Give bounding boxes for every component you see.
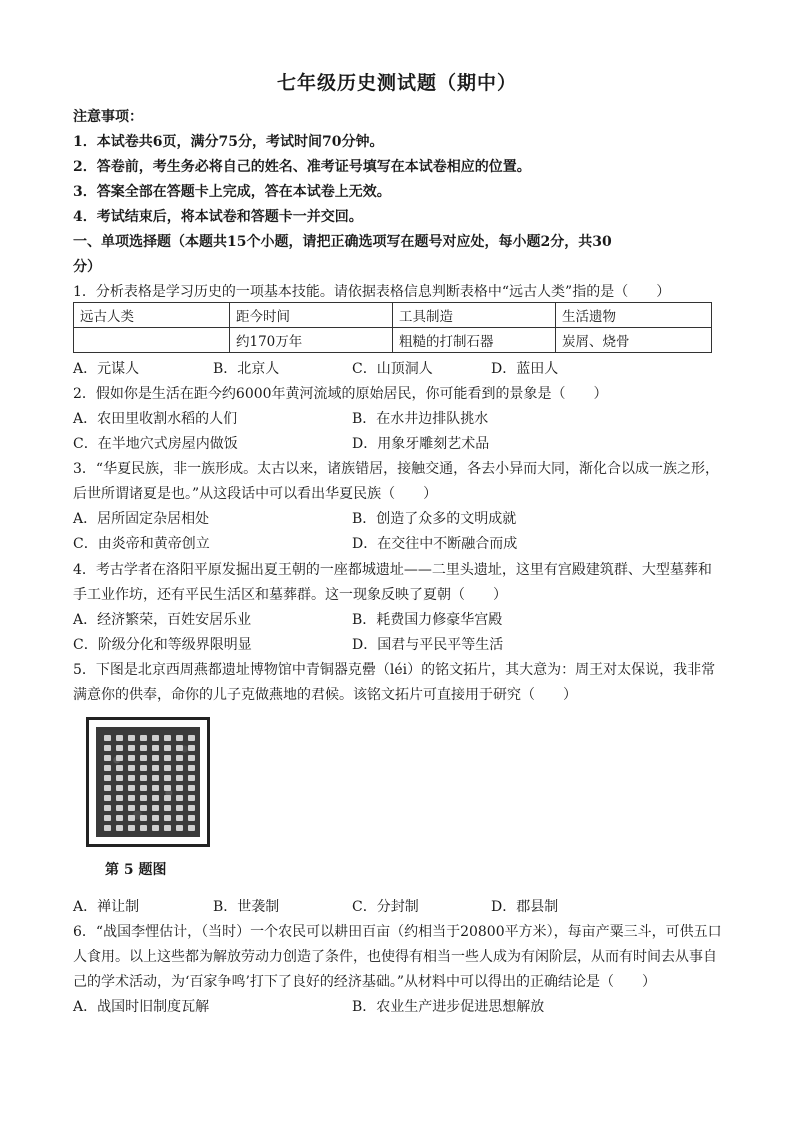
table-header-cell: 工具制造	[393, 303, 556, 328]
notice-item: 1．本试卷共6页，满分75分，考试时间70分钟。	[73, 134, 384, 150]
table-header-cell: 生活遗物	[556, 303, 712, 328]
option-a[interactable]: A．农田里收割水稻的人们	[73, 411, 238, 427]
notice-item: 3．答案全部在答题卡上完成，答在本试卷上无效。	[73, 184, 391, 200]
question-4-stem: 4．考古学者在洛阳平原发掘出夏王朝的一座都城遗址——二里头遗址，这里有宫殿建筑群、大型墓葬和	[73, 562, 712, 578]
option-a[interactable]: A．经济繁荣，百姓安居乐业	[73, 612, 252, 628]
question-1-stem: 1．分析表格是学习历史的一项基本技能。请依据表格信息判断表格中“远古人类”指的是（ ）	[73, 284, 671, 300]
option-b[interactable]: B．农业生产进步促进思想解放	[352, 999, 545, 1015]
table-cell: 约170万年	[230, 328, 393, 353]
option-c[interactable]: C．山顶洞人	[352, 361, 433, 377]
question-1-table	[73, 302, 712, 353]
table-row	[74, 328, 712, 353]
option-b[interactable]: B．北京人	[213, 361, 280, 377]
option-b[interactable]: B．耗费国力修豪华宫殿	[352, 612, 503, 628]
option-b[interactable]: B．世袭制	[213, 899, 280, 915]
table-cell: 炭屑、烧骨	[556, 328, 712, 353]
inscription-rubbing-image	[86, 717, 210, 847]
option-d[interactable]: D．蓝田人	[491, 361, 559, 377]
option-d[interactable]: D．国君与平民平等生活	[352, 637, 504, 653]
option-a[interactable]: A．居所固定杂居相处	[73, 511, 210, 527]
option-d[interactable]: D．用象牙雕刻艺术品	[352, 436, 490, 452]
option-c[interactable]: C．在半地穴式房屋内做饭	[73, 436, 238, 452]
option-c[interactable]: C．分封制	[352, 899, 419, 915]
option-a[interactable]: A．战国时旧制度瓦解	[73, 999, 210, 1015]
option-c[interactable]: C．由炎帝和黄帝创立	[73, 536, 210, 552]
question-6-stem-cont: 人食用。以上这些都为解放劳动力创造了条件，也使得有相当一些人成为有闲阶层，从而有时间去从事自	[73, 949, 717, 965]
option-d[interactable]: D．郡县制	[491, 899, 559, 915]
option-b[interactable]: B．在水井边排队挑水	[352, 411, 489, 427]
table-header-row	[74, 303, 712, 328]
table-cell	[74, 328, 230, 353]
question-3-stem: 3．“华夏民族，非一族形成。太古以来，诸族错居，接触交通，各去小异而大同，渐化合以成一族之形，	[73, 461, 720, 477]
option-a[interactable]: A．元谋人	[73, 361, 140, 377]
option-c[interactable]: C．阶级分化和等级界限明显	[73, 637, 252, 653]
option-d[interactable]: D．在交往中不断融合而成	[352, 536, 518, 552]
question-3-stem-cont: 后世所谓诸夏是也。”从这段话中可以看出华夏民族（ ）	[73, 486, 438, 502]
table-header-cell: 远古人类	[74, 303, 230, 328]
question-5-stem-cont: 满意你的供奉，命你的儿子克做燕地的君候。该铭文拓片可直接用于研究（ ）	[73, 687, 577, 703]
option-b[interactable]: B．创造了众多的文明成就	[352, 511, 517, 527]
notice-heading: 注意事项：	[73, 109, 143, 125]
question-4-stem-cont: 手工业作坊，还有平民生活区和墓葬群。这一现象反映了夏朝（ ）	[73, 587, 507, 603]
option-a[interactable]: A．禅让制	[73, 899, 140, 915]
section-heading: 一、单项选择题（本题共15个小题，请把正确选项写在题号对应处，每小题2分，共30	[73, 234, 612, 250]
notice-item: 4．考试结束后，将本试卷和答题卡一并交回。	[73, 209, 363, 225]
table-cell: 粗糙的打制石器	[393, 328, 556, 353]
question-2-stem: 2．假如你是生活在距今约6000年黄河流域的原始居民，你可能看到的景象是（ ）	[73, 386, 608, 402]
question-6-stem: 6．“战国李悝估计，（当时）一个农民可以耕田百亩（约相当于20800平方米），每亩产粟三斗，可供五口	[73, 924, 722, 940]
table-header-cell: 距今时间	[230, 303, 393, 328]
figure-caption: 第 5 题图	[105, 862, 167, 878]
section-heading-cont: 分）	[73, 259, 101, 275]
page-title: 七年级历史测试题（期中）	[276, 72, 517, 94]
notice-item: 2．答卷前，考生务必将自己的姓名、准考证号填写在本试卷相应的位置。	[73, 159, 531, 175]
question-5-stem: 5．下图是北京西周燕都遗址博物馆中青铜器克罍（léi）的铭文拓片，其大意为：周王对太保说，我非常	[73, 662, 716, 678]
question-6-stem-cont: 己的学术活动，为‘百家争鸣’打下了良好的经济基础。”从材料中可以得出的正确结论是（ ）	[73, 974, 657, 990]
